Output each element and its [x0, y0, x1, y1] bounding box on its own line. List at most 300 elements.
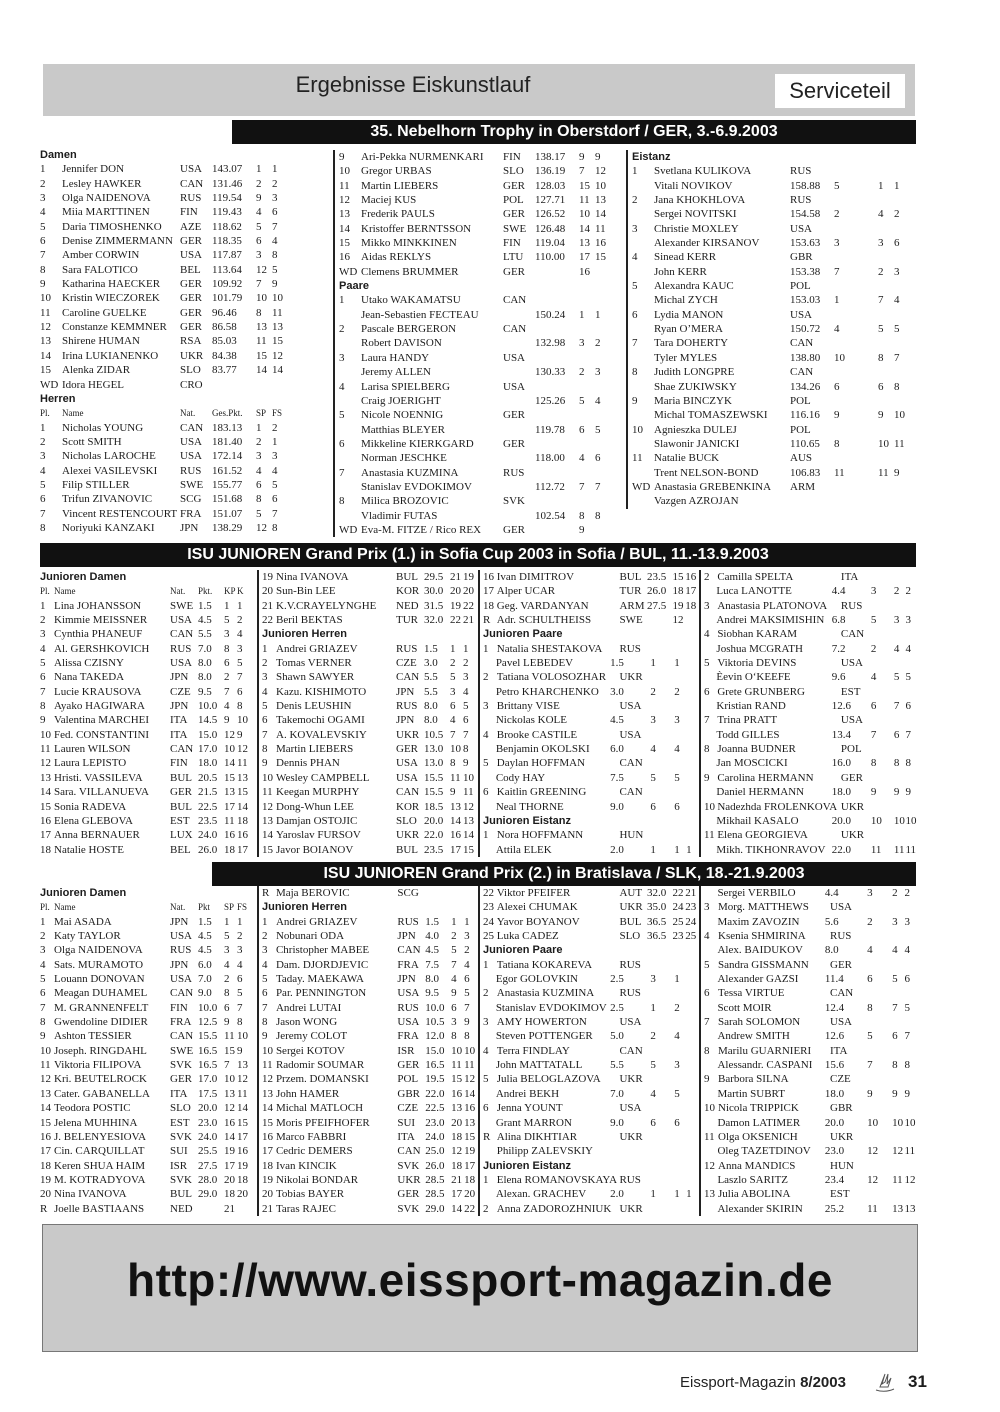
place-2 [905, 627, 917, 641]
rank [632, 265, 654, 279]
nation: FIN [503, 237, 521, 250]
nation: GER [180, 278, 202, 291]
rank: 4 [704, 628, 710, 641]
fs-place: 18 [237, 814, 248, 827]
name: Trina PRATT [717, 714, 778, 727]
rank: 9 [262, 757, 268, 770]
result-row [40, 449, 330, 463]
points: 31.5 [424, 599, 444, 612]
sp-place: 17 [224, 800, 235, 813]
nation: BEL [170, 843, 191, 856]
nation: RUS [397, 915, 419, 928]
nat-or-points: POL [790, 423, 811, 436]
name: Julia ABOLINA [718, 1188, 791, 1201]
sp-place: 14 [450, 814, 461, 827]
nat-or-points: ITA [840, 571, 859, 583]
rank: 18 [40, 843, 51, 856]
points-or-place [822, 451, 866, 465]
points: 15.5 [198, 1030, 218, 1043]
category-heading [339, 279, 623, 293]
rank: 10 [704, 800, 715, 813]
place-1 [892, 771, 904, 785]
result-row [632, 365, 916, 379]
points-or-place [822, 494, 866, 508]
fs-place: 2 [595, 337, 601, 350]
issue-number: 8/2003 [800, 1374, 846, 1391]
place-2: 1 [894, 179, 900, 192]
points-or-place: 4 [867, 944, 873, 957]
place-2 [685, 756, 698, 770]
points: 25.5 [198, 1145, 218, 1158]
rank: 5 [339, 409, 345, 422]
name: Cater. GABANELLA [54, 1087, 150, 1100]
sp-place: 20 [224, 1173, 235, 1186]
footer-magazine [680, 1374, 846, 1391]
name: Maxim ZAVOZIN [717, 915, 800, 928]
rank: 1 [40, 163, 46, 176]
result-row [40, 1130, 255, 1144]
name: Ivan DIMITROV [496, 571, 575, 583]
name: Jennifer DON [62, 163, 125, 176]
nation: GER [397, 1188, 420, 1201]
place-2 [897, 929, 910, 943]
points: 19.5 [425, 1073, 445, 1086]
fs-place: 11 [464, 1059, 475, 1072]
rank: 7 [40, 507, 46, 520]
result-row [40, 728, 255, 742]
place-1 [884, 1072, 897, 1086]
fs-place: 10 [464, 1044, 476, 1057]
category-heading-label: Junioren Paare [483, 628, 563, 641]
name: Daylan HOFFMAN [496, 757, 586, 770]
result-row [704, 900, 917, 914]
result-row [262, 1187, 477, 1201]
points: 102.54 [535, 509, 566, 522]
name: Ryan O’MERA [654, 323, 723, 336]
result-row [262, 1173, 477, 1187]
place-1 [672, 1130, 685, 1144]
name: Fed. CONSTANTINI [54, 728, 150, 741]
points-or-place [858, 1044, 884, 1058]
nat-or-points: USA [619, 700, 642, 713]
nation: NED [170, 1202, 193, 1215]
result-row [704, 670, 917, 684]
nation: USA [170, 614, 193, 627]
sp-place: 9 [256, 192, 262, 205]
rank: 15 [40, 800, 51, 813]
nation: SCG [397, 887, 419, 899]
name: Joelle BASTIAANS [54, 1202, 145, 1215]
rank: 2 [632, 194, 638, 207]
rank: 11 [262, 1059, 273, 1072]
place-2 [897, 1101, 910, 1115]
place-1: 9 [878, 409, 884, 422]
nat-or-points: BUL [619, 571, 642, 583]
result-row [632, 293, 916, 307]
nation: CAN [170, 628, 194, 641]
rank [483, 1001, 496, 1015]
nat-or-points: USA [830, 901, 853, 914]
points-or-place [647, 1015, 673, 1029]
result-row [483, 642, 698, 656]
place-2 [897, 1015, 910, 1029]
nation: GER [180, 321, 202, 334]
name: Lina JOHANSSON [54, 599, 142, 612]
result-row [40, 306, 330, 320]
result-row [483, 1130, 698, 1144]
result-row [704, 771, 917, 785]
name: Benjamin OKOLSKI [495, 743, 590, 756]
sp-place: SP [224, 902, 235, 913]
fs-place: 1 [272, 163, 278, 176]
result-row [704, 943, 917, 957]
nat-or-points: POL [840, 743, 862, 756]
rank: 9 [632, 394, 638, 407]
rank [704, 756, 716, 770]
points-or-place: 6 [870, 700, 877, 713]
fs-place: 9 [237, 728, 243, 741]
rank: 2 [40, 177, 46, 190]
place-1 [672, 1101, 685, 1115]
place-2: 6 [904, 973, 911, 986]
name: Joshua MCGRATH [716, 642, 803, 655]
points: 9.0 [198, 987, 212, 1000]
result-row [483, 1116, 698, 1130]
place-2: 10 [894, 409, 905, 422]
name: Tara DOHERTY [654, 337, 729, 350]
points: 128.03 [535, 179, 566, 192]
points-or-place [822, 222, 866, 236]
rank: 11 [40, 1059, 51, 1072]
place-2 [686, 656, 698, 670]
name: Hristi. VASSILEVA [54, 771, 143, 784]
points-or-place [822, 250, 866, 264]
place-2 [685, 1173, 698, 1187]
place-1 [884, 900, 897, 914]
name: Michal TOMASZEWSKI [654, 409, 768, 422]
rank: 6 [704, 987, 710, 1000]
event-title-nebelhorn: 35. Nebelhorn Trophy in Oberstdorf / GER, 3.-6.9.2003 [232, 120, 916, 144]
name: Mikhail KASALO [716, 814, 799, 827]
fs-place: 16 [595, 237, 606, 250]
rank: 5 [40, 657, 46, 670]
result-row [40, 191, 330, 205]
nation: FIN [180, 206, 198, 219]
rank: 8 [40, 1016, 46, 1029]
rank: 19 [40, 1173, 51, 1186]
name: Alissa CZISNY [54, 657, 124, 670]
nation: SWE [170, 599, 194, 612]
nation: GER [396, 743, 418, 756]
result-row [704, 1130, 917, 1144]
points: 16.5 [198, 1059, 218, 1072]
nat-or-points: USA [790, 222, 813, 235]
points: 3.0 [424, 657, 438, 670]
nation: FRA [397, 1030, 419, 1043]
result-row [483, 1173, 698, 1187]
name: Jeremy ALLEN [361, 366, 431, 379]
rank: 4 [339, 380, 345, 393]
place-2 [905, 800, 917, 814]
website-link[interactable]: http://www.eissport-magazin.de [127, 1254, 833, 1306]
sp-place: 13 [256, 321, 267, 334]
points-or-place [868, 828, 893, 842]
points-or-place [858, 1101, 884, 1115]
result-row [339, 437, 623, 451]
sp-place: 18 [224, 1188, 235, 1201]
name: Maciej KUS [361, 194, 417, 207]
nation: CAN [396, 671, 420, 684]
fs-place: 18 [237, 1173, 248, 1186]
result-row [704, 800, 917, 814]
nation: SVK [397, 1159, 420, 1172]
result-row [40, 349, 330, 363]
result-row [262, 771, 477, 785]
sp-place: 21 [451, 1173, 463, 1186]
name: Tyler MYLES [654, 351, 718, 364]
nation: BUL [170, 1188, 192, 1201]
advertisement-box [42, 1224, 918, 1352]
skater-wing-logo-icon [872, 1372, 898, 1394]
nation: GER [503, 208, 525, 221]
points: 15.5 [424, 786, 444, 799]
nation: FRA [180, 507, 202, 520]
fs-place: 4 [272, 235, 278, 248]
fs-place: 4 [237, 628, 243, 641]
name: Michal MATLOCH [275, 1102, 364, 1115]
nat-or-points: 5.6 [824, 915, 839, 928]
points: 85.03 [212, 335, 237, 348]
points: 13.0 [424, 757, 444, 770]
points: 1.5 [198, 915, 212, 928]
name: Grant MARRON [495, 1116, 572, 1129]
result-row [339, 509, 623, 523]
sp-place: 19 [224, 1145, 235, 1158]
nation: AZE [180, 220, 202, 233]
name: Kri. BEUTELROCK [54, 1073, 147, 1086]
result-row [704, 785, 917, 799]
rank [483, 1187, 496, 1201]
name: Viktoria FILIPOVA [54, 1059, 142, 1072]
result-row [704, 1029, 917, 1043]
page-title: Ergebnisse Eiskunstlauf [295, 72, 531, 97]
rank: 10 [40, 728, 51, 741]
nat-or-points: 20.0 [824, 1116, 845, 1129]
category-heading-label: Junioren Damen [40, 887, 127, 899]
points-or-place [858, 958, 884, 972]
points [535, 523, 579, 537]
result-row [339, 236, 623, 250]
points: 10.0 [198, 700, 218, 713]
rank: 24 [483, 915, 494, 928]
name: Natalie BUCK [654, 452, 720, 465]
place-2: 8 [904, 1059, 911, 1072]
sp-place: 9 [450, 786, 456, 799]
sp-place: 5 [224, 614, 230, 627]
points: 8.0 [424, 714, 438, 727]
name: Lauren WILSON [54, 743, 131, 756]
points-or-place [822, 279, 866, 293]
result-row [40, 521, 330, 535]
nat-or-points: RUS [619, 1173, 641, 1186]
points: 118.35 [212, 235, 242, 248]
result-row [704, 1159, 917, 1173]
fs-place: 5 [464, 987, 470, 1000]
points-or-place [858, 1187, 884, 1201]
name: Tessa VIRTUE [718, 987, 785, 1000]
place-1: 8 [893, 757, 900, 770]
nation: JPN [397, 930, 416, 943]
rank: 10 [632, 423, 643, 436]
points-or-place: 5 [870, 614, 877, 627]
result-row [483, 929, 698, 943]
result-row [704, 1072, 917, 1086]
result-row [40, 378, 330, 392]
nation: CAN [180, 421, 204, 434]
name: Shae ZUKIWSKY [654, 380, 737, 393]
name: Èevin O‘KEEFE [716, 671, 791, 684]
fs-place: 12 [595, 165, 606, 178]
name: Alenka ZIDAR [62, 364, 131, 377]
points-or-place: 11 [834, 466, 845, 479]
nation: CAN [170, 1030, 194, 1043]
name: Al. GERSHKOVICH [54, 642, 150, 655]
category-heading-label: Junioren Paare [483, 944, 563, 957]
nation: SLO [180, 364, 201, 377]
name: John MATTATALL [495, 1059, 583, 1072]
rank [704, 1202, 717, 1216]
nation: TUR [396, 614, 418, 627]
name: Andrei MAKSIMISHIN [716, 614, 825, 627]
rank: 8 [40, 700, 46, 713]
rank: 7 [40, 249, 46, 262]
nation: FRA [397, 958, 419, 971]
result-row [632, 193, 916, 207]
fs-place [595, 322, 611, 336]
fs-place: 5 [463, 700, 469, 713]
points: 6.0 [198, 958, 212, 971]
fs-place: 14 [237, 800, 248, 813]
result-row [483, 1029, 698, 1043]
name: Morg. MATTHEWS [718, 901, 809, 914]
points: 143.07 [212, 163, 243, 176]
rank: 13 [339, 208, 350, 221]
place-1 [672, 1072, 685, 1086]
place-2: 23 [685, 901, 697, 914]
rank: 3 [704, 599, 710, 612]
rank: 12 [40, 1073, 51, 1086]
nation: SVK [503, 495, 526, 508]
place-2 [685, 699, 698, 713]
place-2 [686, 1116, 698, 1130]
name: Cin. CARQUILLAT [54, 1145, 145, 1158]
nat-or-points: 4.4 [824, 887, 839, 899]
place-1 [866, 279, 882, 293]
name: Agnieszka DULEJ [654, 423, 737, 436]
nat-or-points: EST [830, 1188, 850, 1201]
fs-place: 8 [464, 1030, 470, 1043]
result-row [704, 685, 917, 699]
result-row [40, 843, 255, 857]
nation: BEL [180, 263, 201, 276]
result-row [262, 915, 477, 929]
sp-place: 7 [256, 278, 262, 291]
rank: 17 [40, 829, 51, 842]
rank [483, 843, 496, 857]
rank: 5 [483, 1073, 489, 1086]
nat-or-points: USA [830, 1016, 853, 1029]
rank [632, 207, 654, 221]
place-1: 1 [674, 657, 680, 670]
name: Olga NAIDENOVA [54, 944, 143, 957]
result-row [632, 351, 916, 365]
points-or-place: 6 [867, 973, 873, 986]
result-row [339, 451, 623, 465]
nat-or-points: POL [790, 394, 811, 407]
place-1 [892, 800, 904, 814]
fs-place: 5 [237, 987, 243, 1000]
nation: ISR [397, 1044, 415, 1057]
rank: 3 [40, 944, 46, 957]
fs-place: 13 [237, 771, 248, 784]
nat-or-points: 7.2 [831, 642, 846, 655]
nation [503, 336, 535, 350]
rank: 4 [40, 958, 46, 971]
sp-place: 6 [450, 700, 456, 713]
result-row [339, 150, 623, 164]
rank [632, 437, 654, 451]
sp-place: 8 [579, 509, 585, 522]
place-2 [685, 1144, 698, 1158]
rank [483, 1058, 496, 1072]
place-1: 4 [878, 208, 884, 221]
rank: 9 [339, 151, 345, 163]
result-row [483, 800, 698, 814]
result-row [704, 1173, 917, 1187]
points-or-place: 35.0 [646, 901, 667, 914]
result-row [339, 164, 623, 178]
result-row [262, 814, 477, 828]
result-row [262, 599, 477, 613]
result-row [483, 1187, 698, 1201]
nation: RUS [396, 642, 418, 655]
result-row [40, 1087, 255, 1101]
rank: 1 [40, 915, 46, 928]
result-row [339, 308, 623, 322]
points-or-place [647, 986, 673, 1000]
points-or-place [822, 193, 866, 207]
rank: 3 [339, 351, 345, 364]
rank: 16 [262, 1130, 273, 1143]
result-row [704, 1044, 917, 1058]
points: 161.52 [212, 464, 243, 477]
result-row [704, 699, 917, 713]
nation: JPN [170, 671, 189, 684]
name: Andrei BEKH [495, 1087, 560, 1100]
place-2 [882, 279, 898, 293]
rank: 7 [262, 728, 268, 741]
name: Steven POTTENGER [495, 1030, 593, 1043]
rank [632, 466, 654, 480]
rank: 7 [704, 1016, 710, 1029]
rank: 2 [483, 671, 489, 684]
rank [483, 1029, 496, 1043]
place-2 [685, 1101, 698, 1115]
place-2: 21 [685, 887, 697, 899]
points: 18.5 [424, 800, 444, 813]
points-or-place: 8 [834, 437, 840, 450]
category-heading [40, 392, 330, 406]
